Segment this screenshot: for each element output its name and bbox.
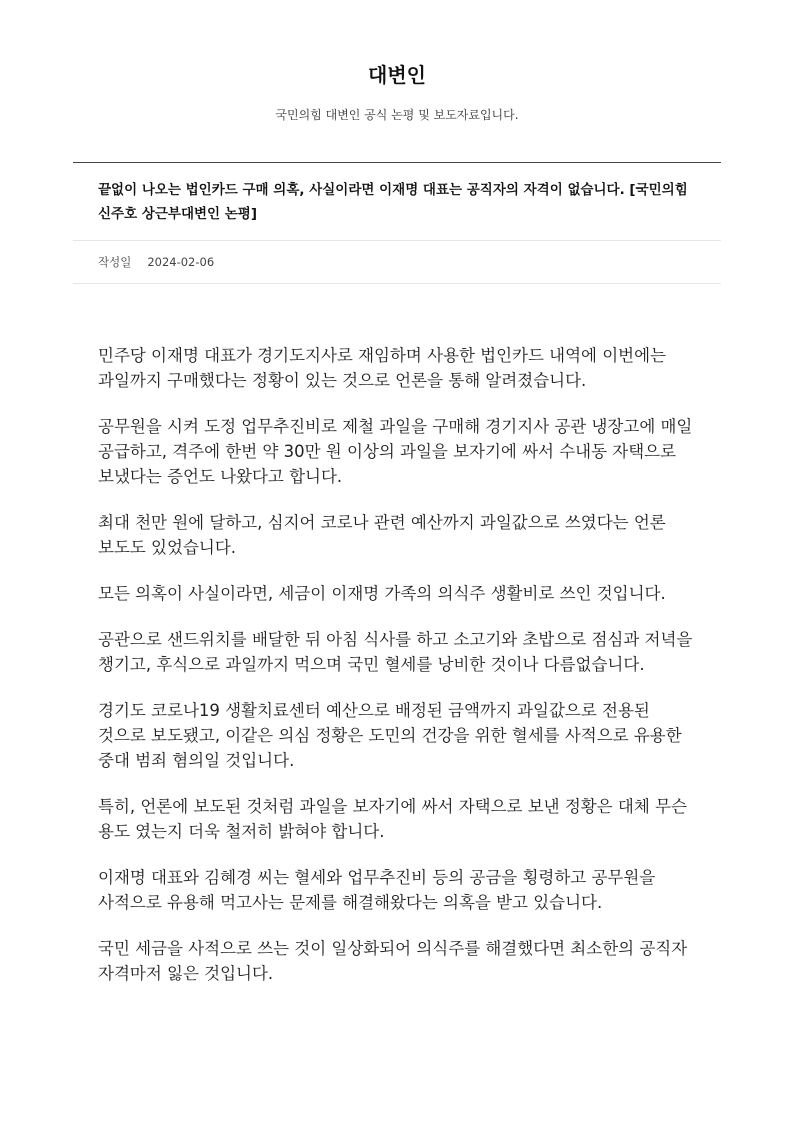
meta-label: 작성일 <box>98 255 132 269</box>
meta-divider <box>73 283 721 284</box>
post-title: 끝없이 나오는 법인카드 구매 의혹, 사실이라면 이재명 대표는 공직자의 자격이 없습니다. [국민의힘 신주호 상근부대변인 논평] <box>98 182 688 222</box>
article-paragraph: 공관으로 샌드위치를 배달한 뒤 아침 식사를 하고 소고기와 초밥으로 점심과 저녁을 챙기고, 후식으로 과일까지 먹으며 국민 혈세를 낭비한 것이나 다름없습니다. <box>98 630 693 674</box>
post-meta <box>98 252 214 272</box>
site-subtitle: 국민의힘 대변인 공식 논평 및 보도자료입니다. <box>275 108 519 122</box>
header-divider <box>73 162 721 163</box>
article-paragraph: 국민 세금을 사적으로 쓰는 것이 일상화되어 의식주를 해결했다면 최소한의 공직자 자격마저 잃은 것입니다. <box>98 939 688 983</box>
article-body <box>98 343 698 1007</box>
article-paragraph: 특히, 언론에 보도된 것처럼 과일을 보자기에 싸서 자택으로 보낸 정황은 대체 무슨 용도 였는지 더욱 철저히 밝혀야 합니다. <box>98 797 687 841</box>
article-paragraph: 최대 천만 원에 달하고, 심지어 코로나 관련 예산까지 과일값으로 쓰였다는 언론 보도도 있었습니다. <box>98 513 666 557</box>
article-paragraph: 모든 의혹이 사실이라면, 세금이 이재명 가족의 의식주 생활비로 쓰인 것입니다. <box>98 584 666 603</box>
article-paragraph: 경기도 코로나19 생활치료센터 예산으로 배정된 금액까지 과일값으로 전용된 것으로 보도됐고, 이같은 의심 정황은 도민의 건강을 위한 혈세를 사적으로 유용한 중대 범죄 혐의일 것입니다. <box>98 701 682 770</box>
article-paragraph: 공무원을 시켜 도정 업무추진비로 제철 과일을 구매해 경기지사 공관 냉장고에 매일 공급하고, 격주에 한번 약 30만 원 이상의 과일을 보자기에 싸서 수내동 자택으로 보냈다는 증언도 나왔다고 합니다. <box>98 417 693 486</box>
article-paragraph: 이재명 대표와 김혜경 씨는 혈세와 업무추진비 등의 공금을 횡령하고 공무원을 사적으로 유용해 먹고사는 문제를 해결해왔다는 의혹을 받고 있습니다. <box>98 868 656 912</box>
post-date: 2024-02-06 <box>147 255 215 269</box>
page-header <box>0 58 794 124</box>
title-divider <box>73 240 721 241</box>
article-paragraph: 민주당 이재명 대표가 경기도지사로 재임하며 사용한 법인카드 내역에 이번에는 과일까지 구매했다는 정황이 있는 것으로 언론을 통해 알려졌습니다. <box>98 346 666 390</box>
site-title: 대변인 <box>368 63 426 87</box>
